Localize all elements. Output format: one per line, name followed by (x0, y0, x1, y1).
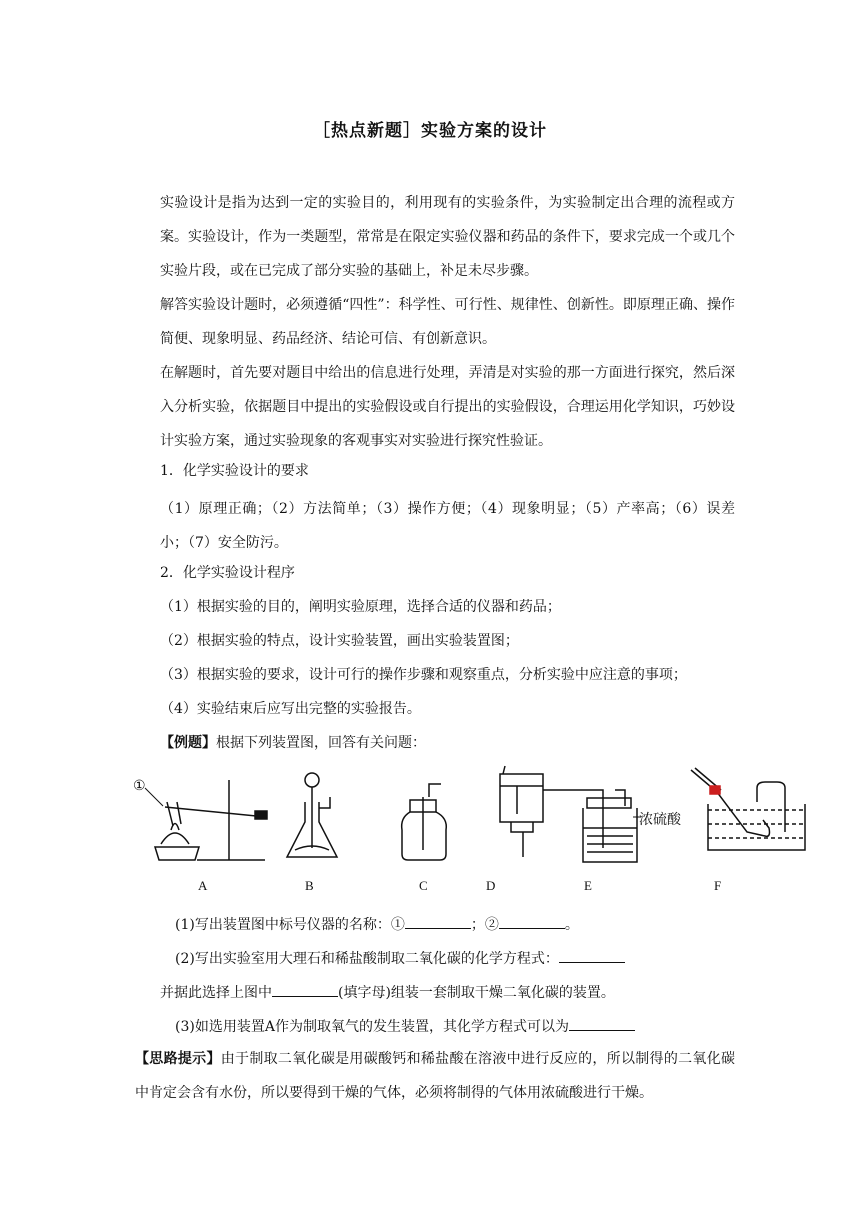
question-3: (3)如选用装置A作为制取氧气的发生装置，其化学方程式可以为 (175, 1016, 635, 1036)
apparatus-letter-d: D (486, 878, 496, 893)
intro-paragraph-3: 在解题时，首先要对题目中给出的信息进行处理，弄清是对实验的那一方面进行探究，然后深入分析实验，依据题目中提出的实验假设或自行提出的实验假设，合理运用化学知识，巧妙设计实验方案，通过实验现象的客观事实对实验进行探究性验证。 (160, 365, 735, 449)
answer-blank[interactable] (272, 982, 338, 997)
section1-heading: 1．化学实验设计的要求 (160, 463, 309, 479)
apparatus-c (402, 784, 447, 860)
page-title: ［热点新题］实验方案的设计 (313, 121, 547, 141)
section2-item: （4）实验结束后应写出完整的实验报告。 (160, 701, 421, 717)
answer-blank[interactable] (405, 914, 471, 929)
question-2b: 并据此选择上图中 (填字母)组装一套制取干燥二氧化碳的装置。 (160, 982, 615, 1002)
example-text: 根据下列装置图，回答有关问题： (216, 735, 426, 751)
hint-label: 【思路提示】 (135, 1051, 221, 1067)
section2-item: （3）根据实验的要求，设计可行的操作步骤和观察重点，分析实验中应注意的事项； (160, 667, 687, 683)
acid-label: 浓硫酸 (639, 812, 681, 828)
example-line (160, 732, 426, 752)
intro-paragraph-1: 实验设计是指为达到一定的实验目的，利用现有的实验条件，为实验制定出合理的流程或方案。实验设计，作为一类题型，常常是在限定实验仪器和药品的条件下，要求完成一个或几个实验片段，或在已完成了部分实验的基础上，补足未尽步骤。 (160, 195, 735, 279)
hint-paragraph (135, 1042, 735, 1110)
section2-item: （1）根据实验的目的，阐明实验原理，选择合适的仪器和药品； (160, 599, 561, 615)
section2-item: （2）根据实验的特点，设计实验装置，画出实验装置图； (160, 633, 519, 649)
answer-blank[interactable] (569, 1016, 635, 1031)
question-1: (1)写出装置图中标号仪器的名称：① ；② 。 (175, 914, 579, 934)
section1-body: （1）原理正确；（2）方法简单；（3）操作方便；（4）现象明显；（5）产率高；（6）误差小；（7）安全防污。 (160, 501, 735, 551)
apparatus-letter-c: C (419, 878, 428, 893)
apparatus-b (287, 773, 337, 857)
apparatus-letter-f: F (714, 878, 722, 893)
figure-marker: ① (133, 778, 146, 794)
intro-paragraph-2: 解答实验设计题时，必须遵循“四性”：科学性、可行性、规律性、创新性。即原理正确、操作简便、现象明显、药品经济、结论可信、有创新意识。 (160, 297, 735, 347)
answer-blank[interactable] (499, 914, 565, 929)
apparatus-a (145, 780, 267, 860)
answer-blank[interactable] (559, 948, 625, 963)
section2-heading: 2．化学实验设计程序 (160, 565, 295, 581)
apparatus-letter-b: B (305, 878, 314, 893)
apparatus-f (691, 768, 805, 850)
apparatus-d (500, 766, 595, 857)
example-label: 【例题】 (160, 735, 216, 751)
apparatus-figure (125, 762, 815, 872)
apparatus-e (583, 790, 641, 862)
apparatus-letter-a: A (198, 878, 208, 893)
hint-text: 由于制取二氧化碳是用碳酸钙和稀盐酸在溶液中进行反应的，所以制得的二氧化碳中肯定会含有水份，所以要得到干燥的气体，必须将制得的气体用浓硫酸进行干燥。 (135, 1051, 736, 1101)
apparatus-letter-e: E (584, 878, 592, 893)
question-2: (2)写出实验室用大理石和稀盐酸制取二氧化碳的化学方程式： (175, 948, 625, 968)
